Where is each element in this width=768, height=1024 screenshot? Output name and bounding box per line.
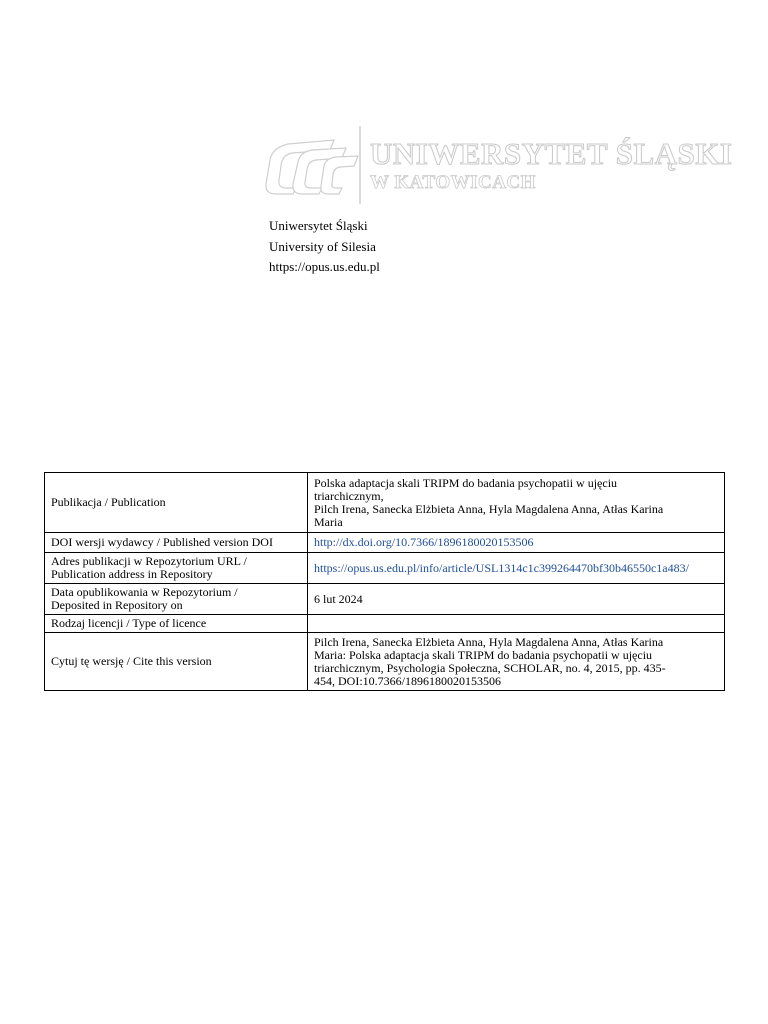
repository-address-value-cell	[308, 553, 725, 584]
publication-value-line: Pilch Irena, Sanecka Elżbieta Anna, Hyla Magdalena Anna, Atłas Karina	[314, 501, 664, 516]
table-row-licence	[45, 615, 725, 633]
deposited-value: 6 lut 2024	[308, 584, 725, 615]
repository-address-link[interactable]: https://opus.us.edu.pl/info/article/USL1314c1c399264470bf30b46550c1a483/	[314, 560, 689, 575]
table-row-repository-address	[45, 553, 725, 584]
university-name-line2: W KATOWICACH	[370, 172, 536, 193]
publication-value-line: Polska adaptacja skali TRIPM do badania psychopatii w ujęciu	[314, 475, 618, 490]
cite-value-line: Maria: Polska adaptacja skali TRIPM do badania psychopatii w ujęciu	[314, 647, 653, 662]
publication-value-line: triarchicznym,	[314, 488, 384, 503]
table-row-publication	[45, 473, 725, 533]
licence-value	[308, 615, 725, 633]
cite-value-line: triarchicznym, Psychologia Społeczna, SCHOLAR, no. 4, 2015, pp. 435-	[314, 660, 666, 675]
licence-label: Rodzaj licencji / Type of licence	[45, 615, 308, 633]
repository-address-label-line: Publication address in Repository	[51, 567, 213, 581]
address-line-university-pl: Uniwersytet Śląski	[269, 218, 368, 233]
table-row-cite	[45, 633, 725, 691]
deposited-label	[45, 584, 308, 615]
publication-metadata-table	[44, 472, 725, 691]
repository-address-label	[45, 553, 308, 584]
table-row-deposited	[45, 584, 725, 615]
doi-value-cell	[308, 533, 725, 553]
deposited-label-line: Deposited in Repository on	[51, 598, 183, 612]
cite-value	[308, 633, 725, 691]
cite-label: Cytuj tę wersję / Cite this version	[45, 633, 308, 691]
university-name-line1: UNIWERSYTET ŚLĄSKI	[370, 136, 733, 171]
doi-label: DOI wersji wydawcy / Published version DOI	[45, 533, 308, 553]
cite-value-line: Pilch Irena, Sanecka Elżbieta Anna, Hyla Magdalena Anna, Atłas Karina	[314, 634, 664, 649]
publication-value	[308, 473, 725, 533]
address-line-url: https://opus.us.edu.pl	[269, 259, 380, 274]
table-row-doi	[45, 533, 725, 553]
university-logo	[262, 122, 733, 206]
publication-label: Publikacja / Publication	[45, 473, 308, 533]
repository-address	[269, 216, 380, 278]
cite-value-line: 454, DOI:10.7366/1896180020153506	[314, 673, 501, 688]
address-line-university-en: University of Silesia	[269, 238, 376, 254]
repository-address-label-line: Adres publikacji w Repozytorium URL /	[51, 554, 247, 568]
publication-value-line: Maria	[314, 514, 343, 529]
doi-link[interactable]: http://dx.doi.org/10.7366/1896180020153506	[314, 535, 534, 549]
deposited-label-line: Data opublikowania w Repozytorium /	[51, 585, 238, 599]
